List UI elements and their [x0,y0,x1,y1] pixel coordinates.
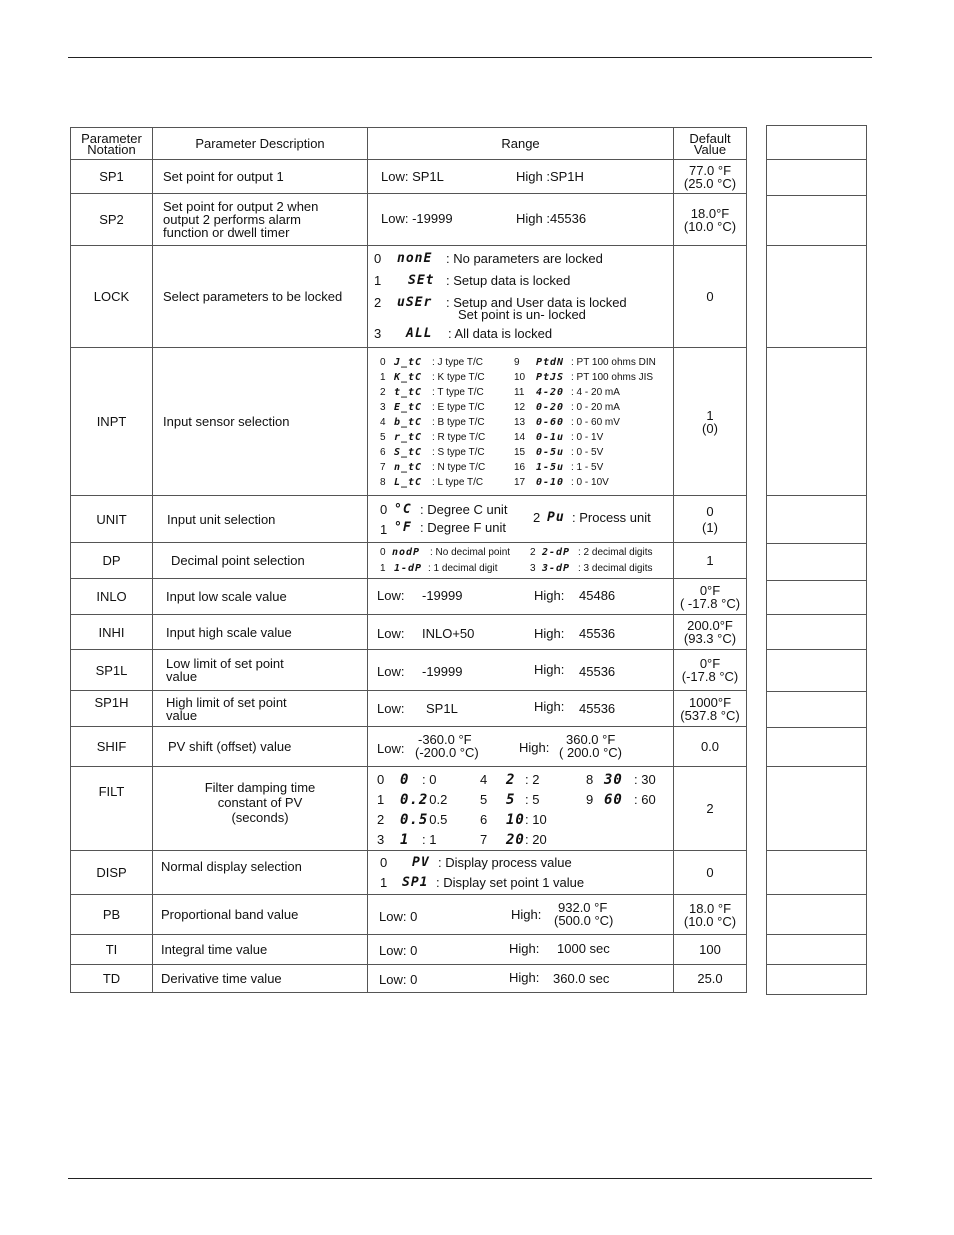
default-line2: (0) [702,420,718,436]
option-code: 0.2 [400,792,429,808]
default-line2: ( -17.8 °C) [679,595,741,611]
param-desc: PV shift (offset) value [153,727,368,767]
option-number: 0 [374,251,382,266]
param-default: 0.0 [674,727,747,767]
param-name: SP1H [71,691,153,727]
option-code: 0 [400,772,410,788]
param-default: 25.0 [674,965,747,993]
option-number: 15 [514,447,526,458]
option-number: 17 [514,477,526,488]
default-line2: (537.8 °C) [680,707,740,723]
option-number: 1 [380,875,388,890]
range-low-value: INLO+50 [422,626,475,641]
user-value-cell [767,126,867,160]
option-number: 16 [514,462,526,473]
option-number: 3 [377,832,385,847]
user-value-cell [767,246,867,348]
param-default [674,194,747,246]
option-number: 14 [514,432,526,443]
range-high-value: ( 200.0 °C) [559,745,623,760]
range-high-label: High: [534,699,565,714]
default-line2: (1) [702,519,718,535]
desc-line: Filter damping time [204,780,316,795]
param-name: UNIT [71,496,153,543]
option-code: 60 [604,792,623,808]
option-number: 1 [380,563,386,574]
option-code: SEt [408,273,435,288]
param-range [368,194,674,246]
range-high-value: 45536 [579,664,616,679]
option-text: : Setup and User data is locked [446,295,627,310]
option-code: 0-5u [536,447,565,458]
range-low: Low: 0 [379,972,418,987]
option-code: 0.5 [400,812,429,828]
option-text: : 0 - 20 mA [571,402,620,413]
option-text: : T type T/C [432,387,484,398]
option-code: J_tC [394,357,423,368]
option-text: : S type T/C [432,447,485,458]
param-desc: Decimal point selection [153,543,368,579]
range-high-value: 360.0 °F [566,732,616,747]
option-code: 2-dP [542,547,571,558]
option-text: : E type T/C [432,402,485,413]
option-number: 0 [380,502,388,517]
option-code: 30 [604,772,623,788]
option-text: : Display set point 1 value [436,875,585,890]
option-text: : 0 - 60 mV [571,417,620,428]
default-line1: 1000°F [688,694,732,710]
option-code: uSEr [397,295,433,310]
table-row-sp1h [71,691,747,727]
user-value-cell [767,196,867,246]
desc-line: value [166,669,198,684]
default-line1: 0°F [699,656,721,671]
param-desc [153,194,368,246]
option-text: Set point is un- locked [458,307,586,322]
option-text: : 5 [525,792,540,807]
option-code: 2 [506,772,516,788]
option-number: 0 [377,772,385,787]
param-default: 1 [674,543,747,579]
option-number: 3 [374,326,382,341]
option-text: : 0.5 [422,812,448,827]
option-number: 4 [380,417,386,428]
range-high-label: High: [534,626,565,641]
table-row-inlo [71,579,747,615]
option-code: r_tC [394,432,423,443]
desc-line: constant of PV [217,795,303,810]
param-default: 0 [674,246,747,348]
range-low-value: -19999 [422,664,463,679]
option-text: : Degree F unit [420,520,506,535]
param-range [368,965,674,993]
range-high-value: 932.0 °F [558,900,608,915]
default-line2: (25.0 °C) [683,175,737,191]
option-text: : Setup data is locked [446,273,571,288]
option-number: 0 [380,855,388,870]
option-text: : 0 - 1V [571,432,604,443]
option-text: : N type T/C [432,462,486,473]
param-name: SHIF [71,727,153,767]
option-code: E_tC [394,402,423,413]
option-code: PtdN [536,357,565,368]
option-number: 5 [380,432,386,443]
table-row-inpt [71,348,747,496]
user-value-cell [767,496,867,544]
range-low: Low: SP1L [381,169,444,184]
table-row-filt [71,767,747,851]
table-row-dp [71,543,747,579]
option-code: 20 [506,832,525,848]
option-number: 1 [380,372,386,383]
param-range [368,650,674,691]
param-desc: Input unit selection [153,496,368,543]
param-name: SP2 [71,194,153,246]
param-desc: Normal display selection [153,851,368,895]
option-text: : 0.2 [422,792,448,807]
param-range [368,851,674,895]
option-text: : 3 decimal digits [578,563,653,574]
option-number: 12 [514,402,526,413]
param-range [368,348,674,496]
range-high-label: High: [534,662,565,677]
table-row-shif [71,727,747,767]
option-number: 5 [480,792,488,807]
user-value-cell [767,728,867,767]
param-default [674,160,747,194]
param-range [368,246,674,348]
option-text: : All data is locked [448,326,553,341]
default-line2: (10.0 °C) [683,913,737,929]
param-desc [153,767,368,851]
param-name: INLO [71,579,153,615]
option-number: 13 [514,417,526,428]
option-code: nodP [392,547,421,558]
default-line1: 0 [706,503,714,519]
user-value-cell [767,767,867,851]
default-line2: (93.3 °C) [683,631,737,646]
user-value-cell [767,965,867,995]
option-text: : K type T/C [432,372,485,383]
option-code: 0-10 [536,477,565,488]
range-low-value: SP1L [426,701,458,716]
option-text: : 0 - 5V [571,447,604,458]
default-line1: 18.0 °F [688,900,732,916]
option-number: 3 [530,563,536,574]
default-line1: 200.0°F [687,618,733,633]
param-default [674,691,747,727]
option-number: 2 [380,387,386,398]
option-text: : 1 decimal digit [428,563,498,574]
option-number: 1 [380,522,388,537]
option-number: 0 [380,357,386,368]
option-text: : No parameters are locked [446,251,603,266]
option-number: 10 [514,372,526,383]
option-number: 1 [377,792,385,807]
param-desc: Proportional band value [153,895,368,935]
bottom-rule [68,1178,872,1179]
param-name: DP [71,543,153,579]
range-low-label: Low: [377,626,405,641]
option-text: : 4 - 20 mA [571,387,620,398]
option-text: : B type T/C [432,417,485,428]
range-high-label: High: [511,907,542,922]
param-range [368,935,674,965]
option-number: 2 [377,812,385,827]
user-value-cell [767,650,867,692]
header-range: Range [368,128,674,160]
param-name: SP1L [71,650,153,691]
option-number: 6 [380,447,386,458]
param-range [368,691,674,727]
option-code: 4-20 [536,387,565,398]
range-high-value: 45486 [579,588,616,603]
param-name: SP1 [71,160,153,194]
option-text: : 0 [422,772,437,787]
param-range [368,160,674,194]
range-high-value: 45536 [579,701,616,716]
table-row-disp [71,851,747,895]
param-desc: Integral time value [153,935,368,965]
range-low: Low: 0 [379,943,418,958]
param-default [674,348,747,496]
option-text: : 20 [525,832,547,847]
param-range [368,496,674,543]
option-code: K_tC [394,372,423,383]
param-name: INHI [71,615,153,650]
parameter-table [70,127,747,993]
option-number: 7 [480,832,488,847]
option-number: 1 [374,273,382,288]
param-range [368,543,674,579]
option-number: 0 [380,547,386,558]
option-text: : PT 100 ohms JIS [571,372,654,383]
range-high: High :45536 [516,211,587,226]
option-code: 0-60 [536,417,565,428]
option-number: 8 [586,772,594,787]
table-header-row [71,128,747,160]
param-range [368,767,674,851]
option-text: : J type T/C [432,357,483,368]
option-code: 1-5u [536,462,565,473]
table-row-ti [71,935,747,965]
option-code: PV [412,855,430,870]
option-code: Pu [547,510,565,525]
table-row-inhi [71,615,747,650]
table-row-sp2 [71,194,747,246]
default-line2: (10.0 °C) [683,218,737,234]
param-name: TD [71,965,153,993]
option-number: 3 [380,402,386,413]
param-default [674,615,747,650]
param-default: 100 [674,935,747,965]
option-number: 8 [380,477,386,488]
table-row-lock [71,246,747,348]
param-name: LOCK [71,246,153,348]
range-high-label: High: [519,740,550,755]
range-high-value: 1000 sec [557,941,610,956]
option-number: 9 [586,792,594,807]
header-description: Parameter Description [153,128,368,160]
option-code: °F [394,520,412,535]
option-code: 10 [506,812,525,828]
param-range [368,727,674,767]
desc-line: High limit of set point [166,694,287,710]
option-number: 2 [530,547,536,558]
option-text: : 0 - 10V [571,477,609,488]
desc-line: (seconds) [231,810,289,825]
option-text: : Display process value [438,855,572,870]
option-text: : PT 100 ohms DIN [571,357,656,368]
default-line2: (-17.8 °C) [681,669,739,684]
option-code: 0-1u [536,432,565,443]
user-value-cell [767,935,867,965]
range-high: High :SP1H [516,169,584,184]
option-code: °C [394,502,412,517]
option-number: 2 [374,295,382,310]
param-desc: Select parameters to be locked [153,246,368,348]
header-notation: Parameter Notation [71,128,153,160]
user-value-cell [767,692,867,728]
desc-line: Low limit of set point [166,656,284,671]
option-text: : 2 [525,772,540,787]
range-low-label: Low: [377,741,405,756]
range-low-value: -360.0 °F [418,732,472,747]
param-desc: Derivative time value [153,965,368,993]
param-desc [153,650,368,691]
desc-line: function or dwell timer [163,225,290,240]
option-code: 3-dP [542,563,571,574]
option-code: 0-20 [536,402,565,413]
option-code: b_tC [394,417,423,428]
param-range [368,895,674,935]
range-low: Low: 0 [379,909,418,924]
option-code: 1 [400,832,410,848]
option-code: S_tC [394,447,423,458]
param-name: INPT [71,348,153,496]
desc-line: Set point for output 2 when [163,199,319,214]
user-value-cell [767,851,867,895]
option-text: : 30 [634,772,656,787]
table-row-sp1l [71,650,747,691]
param-name: FILT [71,767,153,851]
range-high-label: High: [534,588,565,603]
param-default [674,895,747,935]
option-text: : 1 - 5V [571,462,604,473]
range-high-label: High: [509,941,540,956]
option-code: L_tC [394,477,423,488]
range-low: Low: -19999 [381,211,453,226]
param-range [368,579,674,615]
default-line1: 1 [706,407,714,423]
top-rule [68,57,872,58]
range-high-value: 45536 [579,626,616,641]
option-text: : 1 [422,832,437,847]
option-number: 4 [480,772,488,787]
range-low-label: Low: [377,701,405,716]
option-number: 2 [533,510,541,525]
option-text: : 60 [634,792,656,807]
range-high-value: 360.0 sec [553,971,610,986]
option-code: t_tC [394,387,423,398]
table-row-td [71,965,747,993]
table-row-unit [71,496,747,543]
option-code: nonE [397,251,433,266]
option-code: n_tC [394,462,423,473]
option-text: : L type T/C [432,477,484,488]
table-row-pb [71,895,747,935]
option-number: 6 [480,812,488,827]
param-desc: Set point for output 1 [153,160,368,194]
user-value-cell [767,895,867,935]
default-line1: 18.0°F [690,205,730,221]
param-desc: Input high scale value [153,615,368,650]
range-low-label: Low: [377,664,405,679]
range-low-value: -19999 [422,588,463,603]
user-value-column [766,125,867,995]
header-default: Default Value [674,128,747,160]
table-row-sp1 [71,160,747,194]
param-default: 2 [674,767,747,851]
param-name: TI [71,935,153,965]
param-default [674,496,747,543]
param-range [368,615,674,650]
user-value-cell [767,544,867,581]
desc-line: output 2 performs alarm [163,212,302,227]
param-desc: Input low scale value [153,579,368,615]
default-line1: 77.0 °F [688,162,732,178]
user-value-cell [767,615,867,650]
user-value-cell [767,160,867,196]
range-high-value: (500.0 °C) [554,913,614,928]
option-text: : R type T/C [432,432,486,443]
option-text: : Process unit [572,510,651,525]
param-default [674,650,747,691]
user-value-cell [767,581,867,615]
option-text: : Degree C unit [420,502,508,517]
param-desc: Input sensor selection [153,348,368,496]
param-default: 0 [674,851,747,895]
default-line1: 0°F [699,582,721,598]
param-name: DISP [71,851,153,895]
range-low-value: (-200.0 °C) [415,745,479,760]
param-name: PB [71,895,153,935]
option-code: PtJS [536,372,565,383]
option-code: 1-dP [394,563,423,574]
option-code: ALL [406,326,433,341]
param-desc [153,691,368,727]
option-number: 7 [380,462,386,473]
option-code: 5 [506,792,516,808]
option-text: : 2 decimal digits [578,547,653,558]
option-number: 9 [514,357,520,368]
option-number: 11 [514,387,525,398]
user-value-cell [767,348,867,496]
option-code: SP1 [402,875,429,890]
range-high-label: High: [509,970,540,985]
desc-line: value [166,707,198,723]
option-text: : 10 [525,812,547,827]
option-text: : No decimal point [430,547,511,558]
range-low-label: Low: [377,588,405,603]
param-default [674,579,747,615]
